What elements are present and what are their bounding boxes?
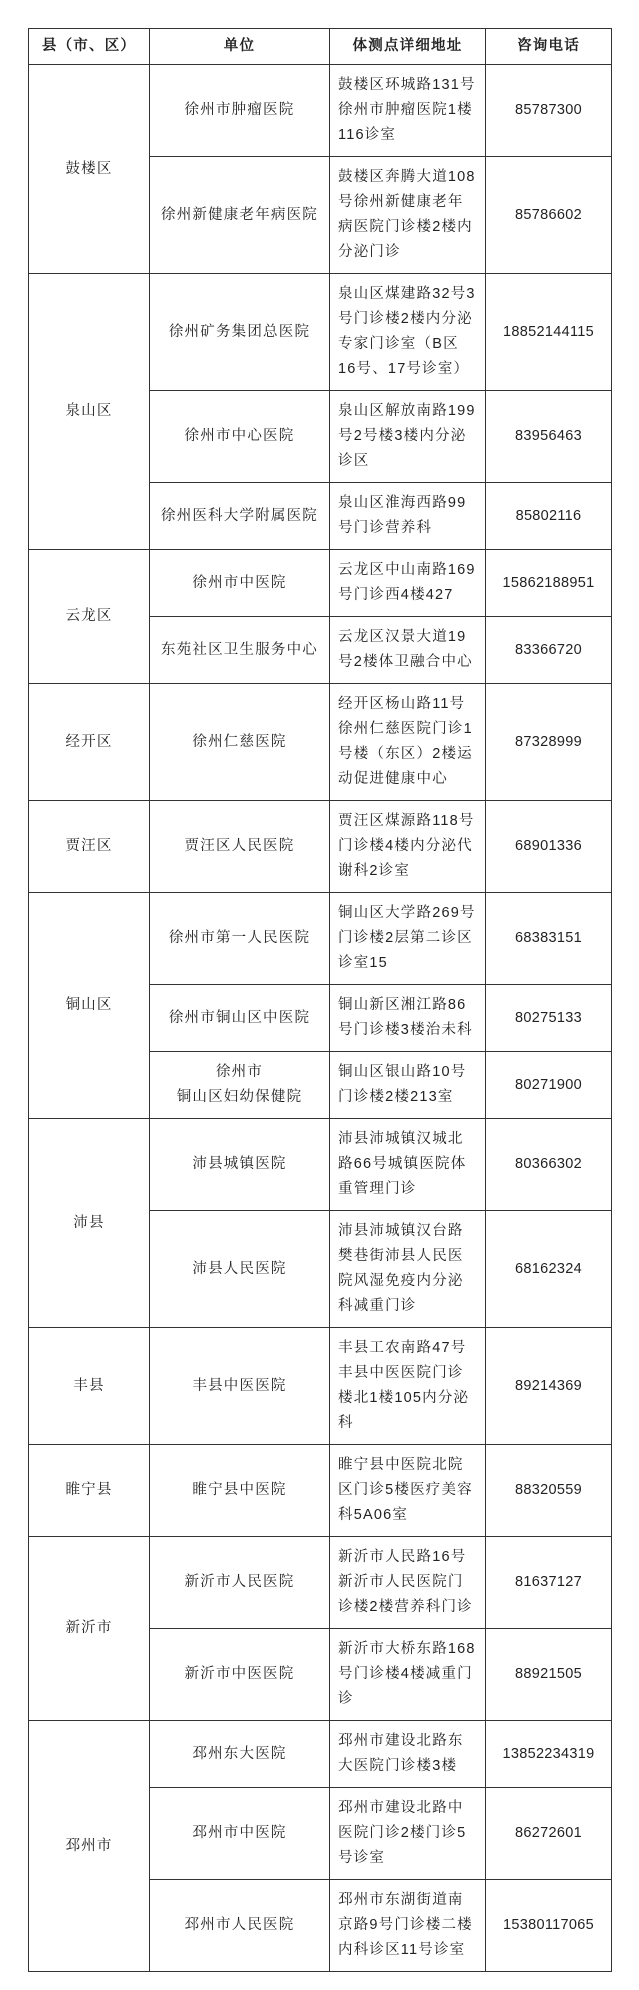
address-cell — [330, 274, 486, 391]
phone-cell — [486, 391, 612, 483]
address-cell — [330, 65, 486, 157]
phone-cell — [486, 1328, 612, 1445]
address-cell — [330, 985, 486, 1052]
phone-cell — [486, 483, 612, 550]
unit-name: 徐州市中医院 — [192, 574, 287, 591]
phone-cell — [486, 550, 612, 617]
phone-number: 86272601 — [515, 1825, 582, 1841]
phone-cell — [486, 1445, 612, 1537]
address-line: 科5A06室 — [338, 1507, 409, 1523]
address-cell — [330, 801, 486, 893]
address-line: 号门诊楼3楼治未科 — [338, 1022, 473, 1038]
table-row — [29, 1445, 612, 1537]
district-cell — [29, 801, 150, 893]
address-line: 科 — [338, 1415, 354, 1431]
table-row — [29, 1119, 612, 1211]
phone-number: 18852144115 — [503, 323, 594, 340]
unit-name: 徐州新健康老年病医院 — [161, 206, 318, 223]
address-line: 号门诊楼4楼减重门 — [338, 1666, 473, 1682]
unit-name: 沛县城镇医院 — [192, 1156, 287, 1172]
address-line: 内科诊区11号诊室 — [338, 1942, 466, 1958]
unit-name: 铜山区妇幼保健院 — [176, 1089, 303, 1105]
address-line: 睢宁县中医院北院 — [338, 1457, 464, 1473]
address-cell — [330, 1119, 486, 1211]
address-cell — [330, 483, 486, 550]
district-cell — [29, 1119, 150, 1328]
address-line: 号徐州新健康老年 — [338, 194, 464, 210]
address-cell — [330, 1880, 486, 1972]
unit-cell — [150, 985, 330, 1052]
phone-number: 87328999 — [515, 733, 582, 750]
table-row — [29, 1328, 612, 1445]
address-line: 号楼（东区）2楼运 — [338, 746, 473, 762]
district-name: 云龙区 — [65, 608, 113, 624]
phone-cell — [486, 1537, 612, 1629]
address-line: 号门诊营养科 — [338, 520, 433, 536]
address-line: 号诊室 — [338, 1850, 386, 1866]
address-line: 贾汪区煤源路118号 — [338, 813, 475, 829]
address-line: 徐州市肿瘤医院1楼 — [338, 102, 473, 118]
phone-cell — [486, 893, 612, 985]
unit-name: 沛县人民医院 — [192, 1260, 287, 1277]
address-line: 路66号城镇医院体 — [338, 1156, 467, 1172]
address-line: 鼓楼区环城路131号 — [338, 77, 476, 93]
district-cell — [29, 893, 150, 1119]
address-line: 丰县中医医院门诊 — [338, 1365, 464, 1381]
address-line: 铜山区银山路10号 — [338, 1064, 467, 1080]
phone-cell — [486, 274, 612, 391]
phone-cell — [486, 157, 612, 274]
phone-number: 85786602 — [515, 206, 582, 223]
address-line: 云龙区中山南路169 — [338, 562, 476, 578]
district-cell — [29, 65, 150, 274]
phone-cell — [486, 801, 612, 893]
phone-number: 68383151 — [515, 930, 582, 946]
address-line: 泉山区解放南路199 — [338, 403, 476, 419]
address-line: 丰县工农南路47号 — [338, 1340, 467, 1356]
unit-cell — [150, 157, 330, 274]
phone-cell — [486, 985, 612, 1052]
phone-number: 88921505 — [515, 1666, 582, 1682]
table-row — [29, 1537, 612, 1629]
address-cell — [330, 1211, 486, 1328]
unit-name: 邳州市人民医院 — [184, 1917, 295, 1933]
address-cell — [330, 1445, 486, 1537]
phone-number: 83956463 — [515, 428, 582, 444]
header-unit: 单位 — [150, 29, 330, 65]
address-line: 云龙区汉景大道19 — [338, 629, 467, 645]
unit-name: 邳州市中医院 — [192, 1825, 287, 1841]
district-cell — [29, 550, 150, 684]
unit-name: 新沂市人民医院 — [184, 1574, 295, 1590]
address-line: 号门诊西4楼427 — [338, 587, 454, 603]
phone-number: 15380117065 — [503, 1917, 594, 1933]
unit-cell — [150, 617, 330, 684]
address-line: 沛县沛城镇汉城北 — [338, 1131, 464, 1147]
unit-cell — [150, 1880, 330, 1972]
address-cell — [330, 1788, 486, 1880]
unit-cell — [150, 1629, 330, 1721]
address-line: 京路9号门诊楼二楼 — [338, 1917, 473, 1933]
district-cell — [29, 274, 150, 550]
unit-cell — [150, 274, 330, 391]
address-line: 新沂市人民医院门 — [338, 1574, 464, 1590]
address-cell — [330, 550, 486, 617]
address-line: 16号、17号诊室） — [338, 361, 470, 377]
phone-number: 13852234319 — [502, 1745, 595, 1762]
phone-cell — [486, 1119, 612, 1211]
address-cell — [330, 684, 486, 801]
phone-cell — [486, 1788, 612, 1880]
district-name: 丰县 — [73, 1377, 105, 1394]
district-name: 新沂市 — [65, 1620, 113, 1636]
address-line: 专家门诊室（B区 — [338, 336, 459, 352]
unit-name: 徐州市中心医院 — [184, 428, 295, 444]
unit-cell — [150, 893, 330, 985]
phone-number: 83366720 — [515, 641, 582, 658]
district-name: 泉山区 — [65, 403, 113, 419]
district-cell — [29, 1537, 150, 1721]
address-line: 经开区杨山路11号 — [338, 696, 466, 712]
district-name: 沛县 — [73, 1214, 105, 1231]
address-line: 门诊楼2楼213室 — [338, 1089, 454, 1105]
unit-cell — [150, 483, 330, 550]
address-cell — [330, 391, 486, 483]
unit-cell — [150, 1328, 330, 1445]
district-name: 鼓楼区 — [65, 160, 113, 177]
address-line: 新沂市人民路16号 — [338, 1549, 467, 1565]
unit-cell — [150, 1445, 330, 1537]
header-district: 县（市、区） — [29, 29, 150, 65]
address-line: 号2楼体卫融合中心 — [338, 654, 473, 670]
phone-cell — [486, 1880, 612, 1972]
unit-name: 新沂市中医医院 — [184, 1666, 295, 1682]
table-row — [29, 1721, 612, 1788]
address-line: 诊室15 — [338, 955, 388, 971]
phone-cell — [486, 1211, 612, 1328]
address-line: 泉山区淮海西路99 — [338, 495, 467, 511]
phone-cell — [486, 617, 612, 684]
address-cell — [330, 1537, 486, 1629]
district-name: 邳州市 — [65, 1837, 113, 1854]
phone-cell — [486, 1629, 612, 1721]
address-line: 门诊楼4楼内分泌代 — [338, 838, 473, 854]
address-line: 铜山新区湘江路86 — [338, 997, 467, 1013]
unit-name: 徐州市铜山区中医院 — [168, 1009, 311, 1026]
unit-cell — [150, 1119, 330, 1211]
phone-cell — [486, 65, 612, 157]
address-cell — [330, 157, 486, 274]
table-row — [29, 65, 612, 157]
table-row — [29, 684, 612, 801]
address-line: 樊巷街沛县人民医 — [338, 1248, 464, 1264]
district-name: 铜山区 — [65, 997, 113, 1013]
address-line: 动促进健康中心 — [338, 771, 448, 787]
unit-name: 徐州市第一人民医院 — [168, 930, 311, 946]
phone-number: 80366302 — [515, 1156, 582, 1172]
address-cell — [330, 1328, 486, 1445]
unit-cell — [150, 1537, 330, 1629]
unit-name: 贾汪区人民医院 — [184, 838, 295, 854]
phone-number: 15862188951 — [502, 574, 595, 591]
phone-number: 85802116 — [515, 507, 582, 524]
address-cell — [330, 893, 486, 985]
address-line: 谢科2诊室 — [338, 863, 411, 879]
unit-name: 徐州市 — [215, 1064, 264, 1080]
unit-cell — [150, 1788, 330, 1880]
address-line: 病医院门诊楼2楼内 — [338, 219, 473, 235]
address-line: 门诊楼2层第二诊区 — [338, 930, 473, 946]
unit-cell — [150, 550, 330, 617]
address-line: 铜山区大学路269号 — [338, 905, 476, 921]
header-address: 体测点详细地址 — [330, 29, 486, 65]
unit-name: 徐州医科大学附属医院 — [161, 507, 318, 524]
unit-name: 睢宁县中医院 — [192, 1482, 287, 1498]
unit-name: 徐州矿务集团总医院 — [168, 323, 311, 340]
address-line: 科减重门诊 — [338, 1298, 417, 1314]
phone-number: 89214369 — [515, 1377, 582, 1394]
phone-number: 85787300 — [515, 102, 582, 118]
address-line: 分泌门诊 — [338, 244, 401, 260]
address-cell — [330, 1721, 486, 1788]
unit-cell — [150, 1052, 330, 1119]
unit-cell — [150, 1721, 330, 1788]
address-cell — [330, 617, 486, 684]
address-line: 号门诊楼2楼内分泌 — [338, 311, 473, 327]
table-row — [29, 550, 612, 617]
address-line: 泉山区煤建路32号3 — [338, 286, 476, 302]
phone-number: 81637127 — [515, 1574, 582, 1590]
address-line: 楼北1楼105内分泌 — [338, 1390, 470, 1406]
unit-name: 徐州仁慈医院 — [192, 733, 287, 750]
table-row — [29, 274, 612, 391]
table-row — [29, 893, 612, 985]
address-line: 徐州仁慈医院门诊1 — [338, 721, 473, 737]
phone-number: 88320559 — [515, 1482, 582, 1498]
district-name: 贾汪区 — [65, 838, 113, 854]
unit-cell — [150, 1211, 330, 1328]
unit-cell — [150, 391, 330, 483]
address-line: 医院门诊2楼门诊5 — [338, 1825, 467, 1841]
district-cell — [29, 1328, 150, 1445]
unit-name: 丰县中医医院 — [192, 1377, 287, 1394]
address-line: 诊区 — [338, 453, 370, 469]
unit-cell — [150, 684, 330, 801]
address-line: 沛县沛城镇汉台路 — [338, 1223, 464, 1239]
test-point-table — [28, 28, 612, 1972]
phone-cell — [486, 1721, 612, 1788]
address-line: 邳州市建设北路中 — [338, 1800, 464, 1816]
header-row — [29, 29, 612, 65]
address-line: 邳州市东湖街道南 — [338, 1892, 464, 1908]
address-line: 116诊室 — [338, 127, 397, 143]
district-cell — [29, 684, 150, 801]
address-line: 诊楼2楼营养科门诊 — [338, 1599, 473, 1615]
district-cell — [29, 1445, 150, 1537]
phone-cell — [486, 684, 612, 801]
phone-number: 80271900 — [515, 1076, 582, 1093]
phone-number: 80275133 — [515, 1009, 582, 1026]
address-cell — [330, 1052, 486, 1119]
district-cell — [29, 1721, 150, 1972]
header-phone: 咨询电话 — [486, 29, 612, 65]
unit-name: 东苑社区卫生服务中心 — [161, 641, 318, 658]
unit-cell — [150, 65, 330, 157]
phone-cell — [486, 1052, 612, 1119]
address-line: 院风湿免疫内分泌 — [338, 1273, 464, 1289]
address-line: 区门诊5楼医疗美容 — [338, 1482, 473, 1498]
unit-name: 徐州市肿瘤医院 — [184, 102, 295, 118]
table-row — [29, 801, 612, 893]
address-line: 大医院门诊楼3楼 — [338, 1758, 458, 1774]
address-line: 新沂市大桥东路168 — [338, 1641, 476, 1657]
address-cell — [330, 1629, 486, 1721]
address-line: 邳州市建设北路东 — [338, 1733, 464, 1749]
unit-name: 邳州东大医院 — [192, 1745, 287, 1762]
address-line: 鼓楼区奔腾大道108 — [338, 169, 476, 185]
phone-number: 68162324 — [515, 1260, 582, 1277]
phone-number: 68901336 — [515, 838, 582, 854]
district-name: 经开区 — [65, 733, 113, 750]
address-line: 诊 — [338, 1691, 354, 1707]
unit-cell — [150, 801, 330, 893]
address-line: 号2号楼3楼内分泌 — [338, 428, 467, 444]
address-line: 重管理门诊 — [338, 1181, 417, 1197]
district-name: 睢宁县 — [65, 1482, 113, 1498]
